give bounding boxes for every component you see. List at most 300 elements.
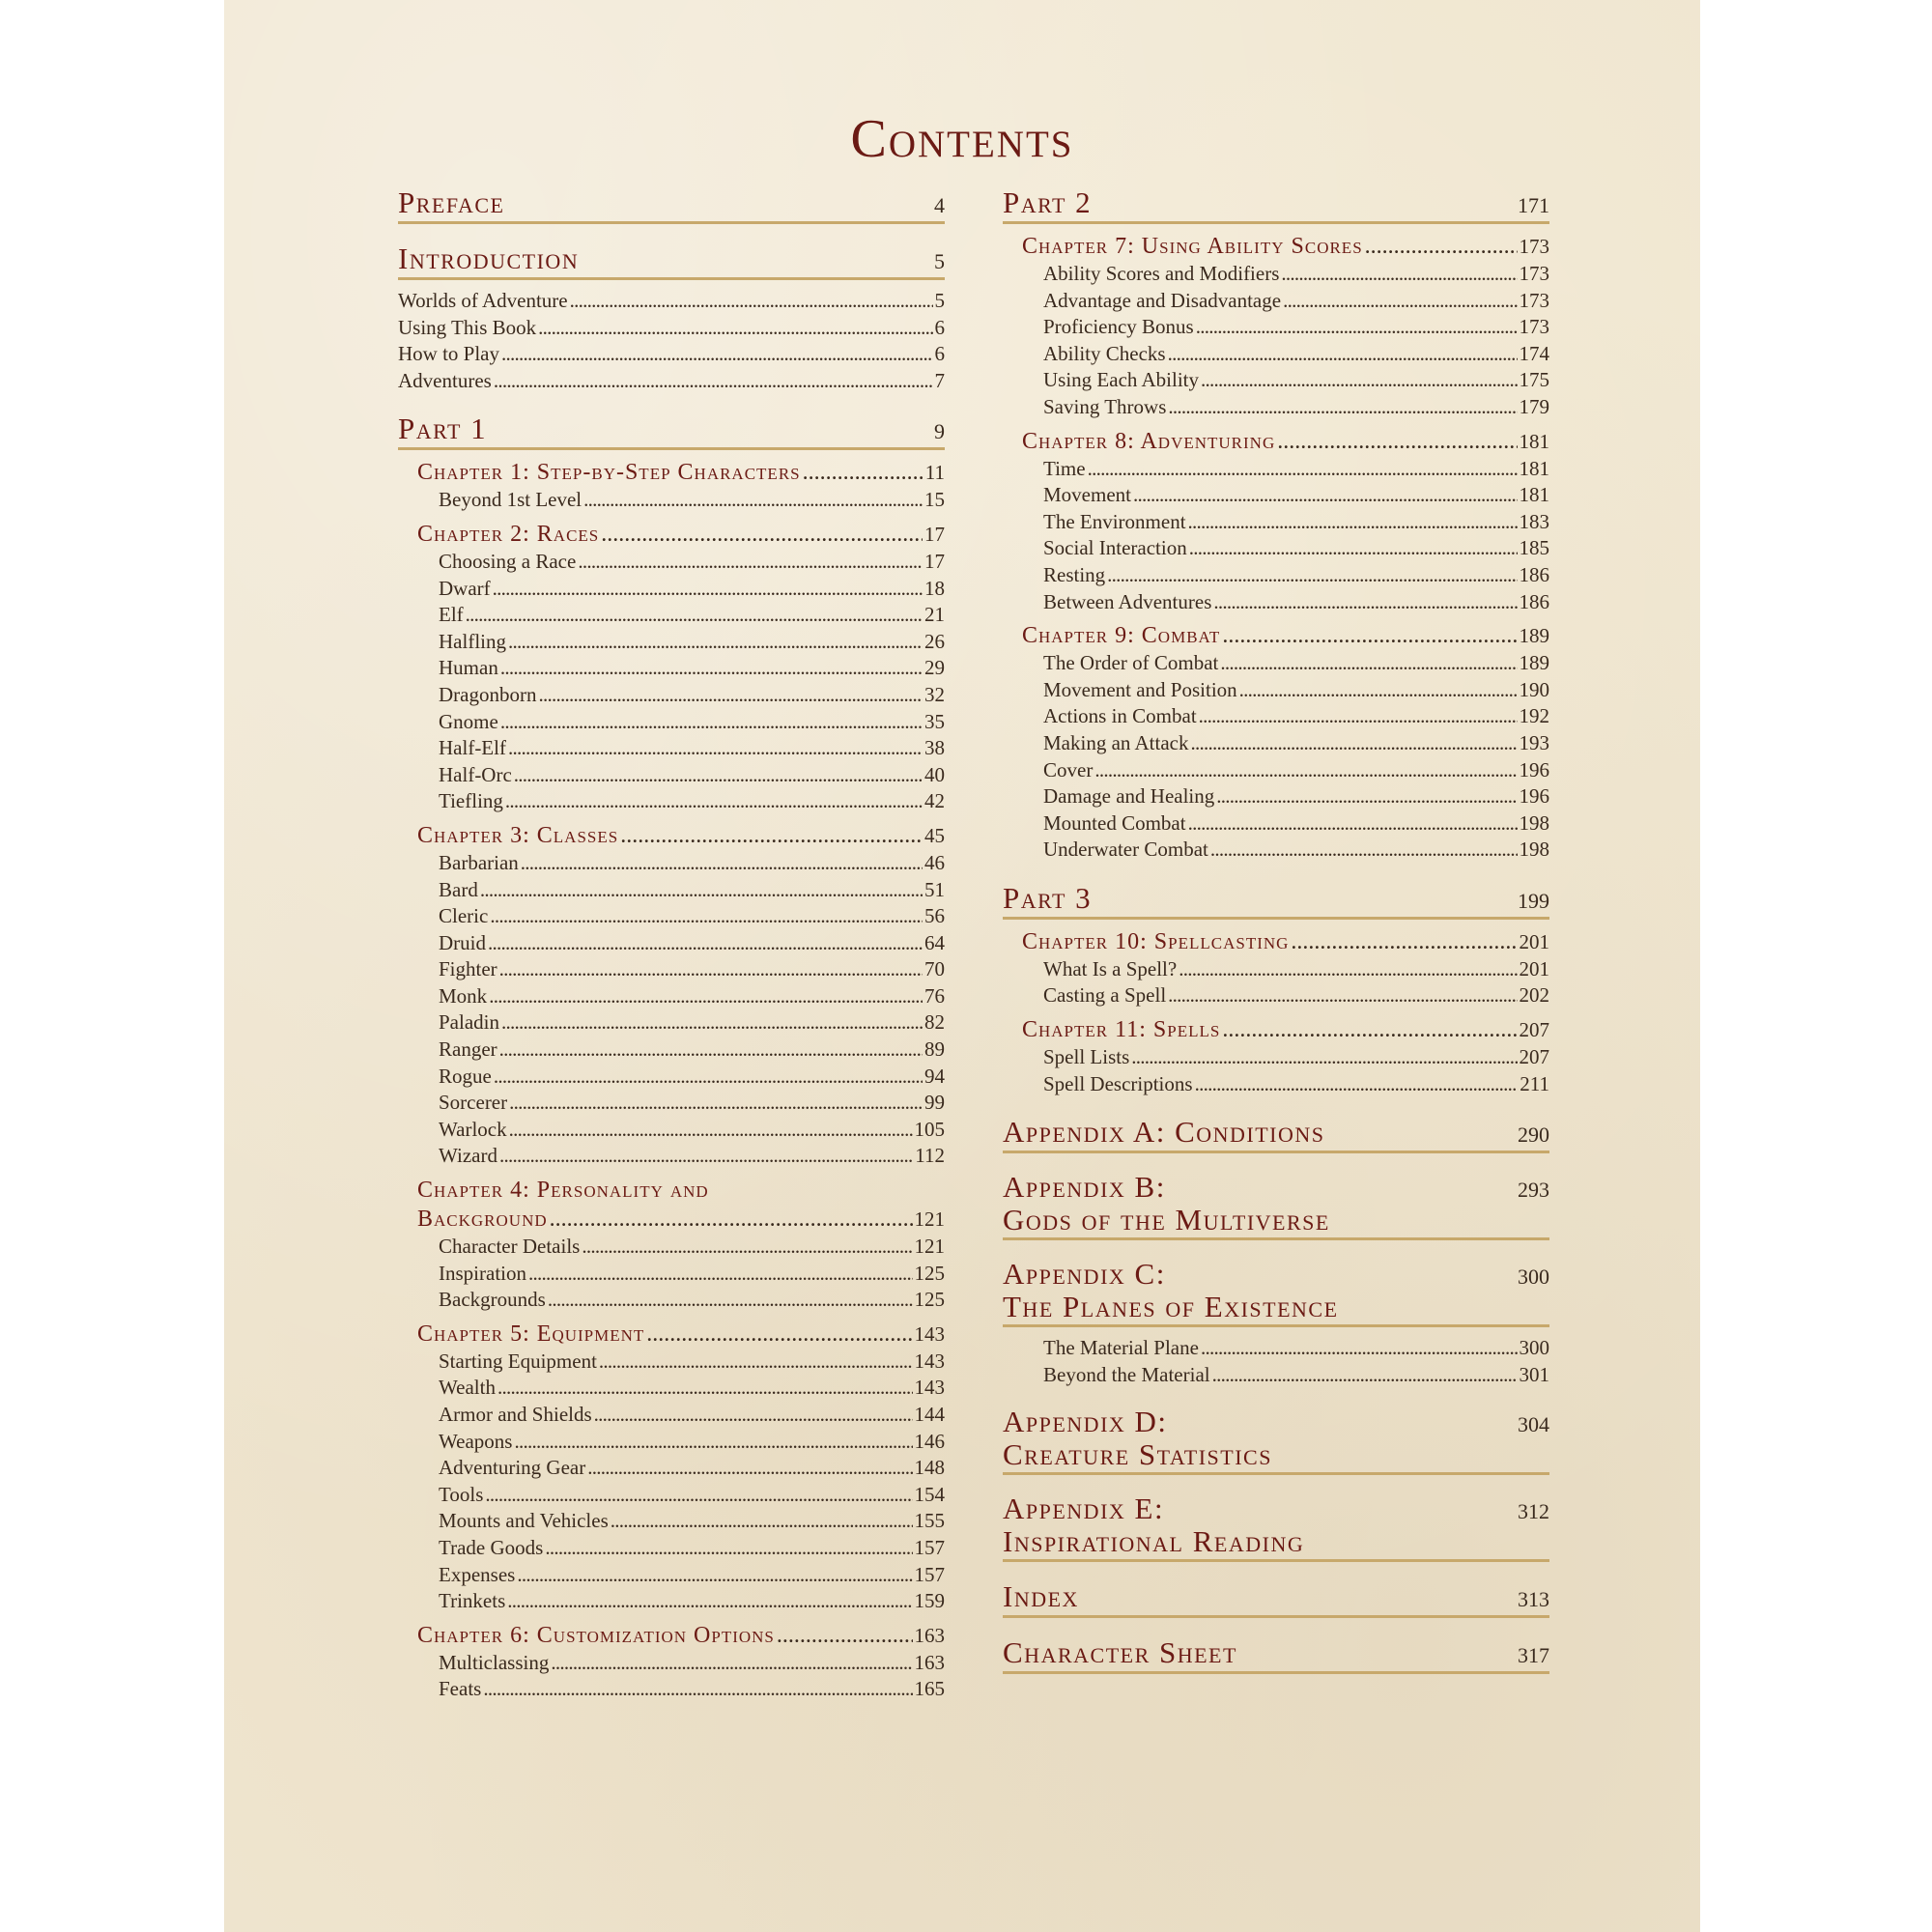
toc-entry[interactable] xyxy=(439,1535,945,1562)
toc-entry-label: The Environment xyxy=(1043,509,1186,533)
dot-leader xyxy=(548,1287,913,1314)
toc-entry-label: Damage and Healing xyxy=(1043,784,1215,809)
toc-appendix-e[interactable] xyxy=(1003,1492,1549,1562)
toc-chapter-3[interactable] xyxy=(417,821,945,850)
toc-entry[interactable] xyxy=(439,1287,945,1314)
toc-entry[interactable] xyxy=(1043,589,1549,616)
toc-chapter-8[interactable] xyxy=(1022,427,1549,456)
toc-entry[interactable] xyxy=(439,1009,945,1037)
dot-leader xyxy=(483,1676,912,1703)
dot-leader xyxy=(1168,394,1517,421)
toc-entry[interactable] xyxy=(439,1261,945,1288)
dot-leader xyxy=(538,315,932,342)
toc-entry-page: 179 xyxy=(1519,394,1549,418)
dot-leader xyxy=(545,1535,912,1562)
toc-entry[interactable] xyxy=(1043,341,1549,368)
toc-chapter-page: 11 xyxy=(924,461,945,485)
toc-entry[interactable] xyxy=(1043,783,1549,810)
toc-chapter-11[interactable] xyxy=(1022,1015,1549,1044)
dot-leader xyxy=(509,1090,923,1117)
toc-chapter-9[interactable] xyxy=(1022,621,1549,650)
toc-entry-label: Half-Elf xyxy=(439,736,506,760)
toc-entry-label: Rogue xyxy=(439,1064,492,1088)
dot-leader xyxy=(1220,650,1517,677)
toc-entry[interactable] xyxy=(439,1455,945,1482)
dot-leader xyxy=(620,821,923,850)
toc-entry-page: 40 xyxy=(924,762,945,786)
toc-entry[interactable] xyxy=(439,1562,945,1589)
toc-entry-label: Trinkets xyxy=(439,1589,506,1613)
toc-entry[interactable] xyxy=(439,549,945,576)
dot-leader xyxy=(611,1508,913,1535)
dot-leader xyxy=(1168,341,1518,368)
toc-appendix-b[interactable] xyxy=(1003,1171,1549,1240)
toc-preface[interactable] xyxy=(398,185,945,224)
toc-right-column xyxy=(1003,185,1549,1682)
dot-leader xyxy=(499,956,923,983)
dot-leader xyxy=(1107,562,1517,589)
toc-entry-page: 125 xyxy=(914,1261,945,1285)
toc-index-page: 313 xyxy=(1518,1587,1549,1612)
toc-entry-page: 192 xyxy=(1519,704,1549,728)
toc-chapter-label: Chapter 8: Adventuring xyxy=(1022,428,1276,454)
toc-entry[interactable] xyxy=(439,629,945,656)
toc-entry-label: Tools xyxy=(439,1482,484,1506)
dot-leader xyxy=(1094,757,1517,784)
dot-leader xyxy=(551,1650,912,1677)
toc-entry-label: Character Details xyxy=(439,1235,581,1259)
dot-leader xyxy=(1222,1015,1517,1044)
toc-entry-label: Bard xyxy=(439,877,478,901)
toc-entry-page: 5 xyxy=(934,289,945,312)
toc-entry[interactable] xyxy=(439,576,945,603)
toc-entry-page: 70 xyxy=(924,957,945,981)
toc-entry[interactable] xyxy=(439,1482,945,1509)
toc-entry-label: Trade Goods xyxy=(439,1535,544,1559)
toc-entry-label: Fighter xyxy=(439,957,497,981)
toc-entry[interactable] xyxy=(1043,367,1549,394)
dot-leader xyxy=(1201,1335,1518,1362)
toc-entry[interactable] xyxy=(1043,730,1549,757)
dot-leader xyxy=(599,1349,913,1376)
dot-leader xyxy=(501,341,933,368)
toc-entry-page: 196 xyxy=(1519,757,1549,781)
dot-leader xyxy=(489,983,923,1010)
toc-chapter-page: 207 xyxy=(1519,1018,1549,1042)
dot-leader xyxy=(508,735,923,762)
toc-entry[interactable] xyxy=(1043,261,1549,288)
toc-chapter-7[interactable] xyxy=(1022,232,1549,261)
toc-entry-label: Tiefling xyxy=(439,789,503,813)
toc-entry-page: 17 xyxy=(924,549,945,573)
toc-entry[interactable] xyxy=(439,655,945,682)
dot-leader xyxy=(777,1621,913,1650)
toc-chapter-2[interactable] xyxy=(417,520,945,549)
toc-entry-page: 38 xyxy=(924,736,945,760)
toc-part-3-page: 199 xyxy=(1518,888,1549,913)
toc-entry-page: 94 xyxy=(924,1064,945,1088)
toc-chapter-label: Background xyxy=(417,1207,548,1233)
toc-introduction-label: Introduction xyxy=(398,242,580,275)
toc-entry-page: 35 xyxy=(924,709,945,733)
toc-chapter-page: 189 xyxy=(1519,624,1549,648)
toc-entry-page: 207 xyxy=(1519,1045,1549,1069)
dot-leader xyxy=(500,655,923,682)
toc-character-sheet[interactable] xyxy=(1003,1635,1549,1674)
toc-appendix-d-line1: Appendix D: xyxy=(1003,1405,1168,1439)
toc-entry-page: 21 xyxy=(924,603,945,627)
toc-entry[interactable] xyxy=(439,1588,945,1615)
toc-entry-label: Making an Attack xyxy=(1043,730,1189,754)
toc-left-column xyxy=(398,185,945,1709)
dot-leader xyxy=(514,762,923,789)
toc-appendix-c-line1: Appendix C: xyxy=(1003,1257,1166,1292)
toc-entry[interactable] xyxy=(1043,650,1549,677)
toc-entry-label: Underwater Combat xyxy=(1043,838,1208,862)
toc-part-2[interactable] xyxy=(1003,185,1549,224)
toc-entry[interactable] xyxy=(439,1349,945,1376)
toc-entry[interactable] xyxy=(439,735,945,762)
toc-entry-label: Multiclassing xyxy=(439,1650,550,1674)
toc-entry[interactable] xyxy=(398,288,945,315)
toc-chapter-1[interactable] xyxy=(417,458,945,487)
toc-part-3[interactable] xyxy=(1003,881,1549,920)
toc-entry[interactable] xyxy=(439,1429,945,1456)
toc-preface-page: 4 xyxy=(934,193,945,217)
dot-leader xyxy=(528,1261,913,1288)
toc-part-1[interactable] xyxy=(398,412,945,450)
toc-chapter-page: 143 xyxy=(914,1321,945,1346)
toc-entry-label: Halfling xyxy=(439,629,506,653)
toc-entry[interactable] xyxy=(439,877,945,904)
toc-entry-label: Backgrounds xyxy=(439,1288,546,1312)
toc-entry-label: Barbarian xyxy=(439,850,519,874)
toc-entry-label: Wealth xyxy=(439,1376,496,1400)
toc-chapter-1-group xyxy=(398,458,945,514)
toc-chapter-label: Chapter 3: Classes xyxy=(417,822,619,848)
toc-entry[interactable] xyxy=(439,788,945,815)
toc-entry-label: Mounts and Vehicles xyxy=(439,1509,609,1533)
dot-leader xyxy=(480,877,923,904)
dot-leader xyxy=(1210,837,1518,864)
toc-entry[interactable] xyxy=(1043,394,1549,421)
toc-entry-label: Ability Checks xyxy=(1043,341,1166,365)
toc-entry-label: Saving Throws xyxy=(1043,394,1167,418)
dot-leader xyxy=(1216,783,1517,810)
toc-entry[interactable] xyxy=(1043,482,1549,509)
toc-appendix-d[interactable] xyxy=(1003,1406,1549,1475)
toc-entry-page: 99 xyxy=(924,1091,945,1115)
toc-chapter-label: Chapter 9: Combat xyxy=(1022,623,1221,649)
toc-entry-page: 165 xyxy=(914,1677,945,1701)
toc-appendix-c-label xyxy=(1003,1258,1339,1323)
toc-chapter-page: 201 xyxy=(1519,929,1549,953)
toc-entry-page: 155 xyxy=(914,1509,945,1533)
toc-appendix-c-entries xyxy=(1003,1335,1549,1388)
toc-appendix-a-label: Appendix A: Conditions xyxy=(1003,1115,1325,1150)
dot-leader xyxy=(521,850,923,877)
dot-leader xyxy=(1222,621,1517,650)
toc-entry-label: Inspiration xyxy=(439,1261,526,1285)
dot-leader xyxy=(488,930,923,957)
toc-entry-label: Time xyxy=(1043,456,1086,480)
toc-entry-label: Resting xyxy=(1043,562,1106,586)
toc-entry[interactable] xyxy=(439,903,945,930)
dot-leader xyxy=(1190,730,1517,757)
toc-appendix-d-page: 304 xyxy=(1518,1412,1549,1437)
dot-leader xyxy=(509,1117,913,1144)
toc-entry-label: Dwarf xyxy=(439,576,491,600)
dot-leader xyxy=(1239,677,1518,704)
toc-entry-page: 198 xyxy=(1519,838,1549,862)
toc-chapter-4-line1[interactable] xyxy=(417,1176,945,1205)
toc-chapter-label: Chapter 5: Equipment xyxy=(417,1321,645,1347)
toc-entry[interactable] xyxy=(439,709,945,736)
toc-entry-label: Proficiency Bonus xyxy=(1043,315,1194,339)
toc-entry-page: 196 xyxy=(1519,784,1549,809)
toc-entry-label: Half-Orc xyxy=(439,762,512,786)
toc-appendix-d-line2: Creature Statistics xyxy=(1003,1437,1272,1472)
toc-entry-label: Cleric xyxy=(439,904,489,928)
toc-entry-page: 300 xyxy=(1519,1336,1549,1360)
dot-leader xyxy=(1283,288,1517,315)
toc-chapter-4[interactable] xyxy=(417,1205,945,1234)
toc-entry-page: 46 xyxy=(924,850,945,874)
toc-entry-page: 183 xyxy=(1519,509,1549,533)
toc-entry[interactable] xyxy=(439,487,945,514)
dot-leader xyxy=(501,1009,923,1037)
toc-chapter-5-group xyxy=(398,1320,945,1615)
toc-entry-page: 125 xyxy=(914,1288,945,1312)
toc-entry-page: 143 xyxy=(914,1349,945,1373)
toc-entry-page: 173 xyxy=(1519,315,1549,339)
toc-entry[interactable] xyxy=(1043,562,1549,589)
toc-entry-page: 121 xyxy=(914,1235,945,1259)
toc-entry-page: 163 xyxy=(914,1650,945,1674)
toc-chapter-label: Chapter 10: Spellcasting xyxy=(1022,928,1290,954)
toc-chapter-page: 163 xyxy=(914,1623,945,1647)
toc-entry-page: 6 xyxy=(934,315,945,339)
toc-entry[interactable] xyxy=(439,930,945,957)
dot-leader xyxy=(1213,589,1517,616)
toc-entry-label: Beyond the Material xyxy=(1043,1362,1210,1386)
dot-leader xyxy=(646,1320,912,1349)
dot-leader xyxy=(1291,927,1517,956)
dot-leader xyxy=(500,709,923,736)
toc-entry[interactable] xyxy=(1043,1335,1549,1362)
toc-chapter-5[interactable] xyxy=(417,1320,945,1349)
page-title: Contents xyxy=(850,109,1074,169)
toc-entry[interactable] xyxy=(398,368,945,395)
toc-part-1-page: 9 xyxy=(934,419,945,444)
dot-leader xyxy=(601,520,923,549)
toc-entry[interactable] xyxy=(439,1234,945,1261)
toc-entry[interactable] xyxy=(1043,837,1549,864)
dot-leader xyxy=(1168,982,1517,1009)
toc-entry-page: 173 xyxy=(1519,288,1549,312)
toc-part-3-label: Part 3 xyxy=(1003,880,1093,915)
toc-chapter-10-group xyxy=(1003,927,1549,1009)
dot-leader xyxy=(1212,1362,1518,1389)
dot-leader xyxy=(594,1402,913,1429)
dot-leader xyxy=(1281,261,1517,288)
toc-entry[interactable] xyxy=(439,762,945,789)
dot-leader xyxy=(494,1064,923,1091)
toc-entry[interactable] xyxy=(439,850,945,877)
toc-entry[interactable] xyxy=(439,956,945,983)
toc-entry[interactable] xyxy=(439,1064,945,1091)
toc-chapter-page: 17 xyxy=(924,522,945,546)
toc-appendix-d-label xyxy=(1003,1406,1272,1471)
toc-entry[interactable] xyxy=(1043,677,1549,704)
toc-entry[interactable] xyxy=(1043,1071,1549,1098)
toc-entry-label: Social Interaction xyxy=(1043,536,1187,560)
dot-leader xyxy=(1131,1044,1517,1071)
toc-entry[interactable] xyxy=(1043,703,1549,730)
toc-entry-label: Cover xyxy=(1043,757,1094,781)
toc-entry-label: Spell Descriptions xyxy=(1043,1071,1193,1095)
toc-appendix-b-line2: Gods of the Multiverse xyxy=(1003,1203,1330,1237)
toc-entry[interactable] xyxy=(439,1375,945,1402)
toc-entry-page: 146 xyxy=(914,1429,945,1453)
toc-entry[interactable] xyxy=(1043,456,1549,483)
toc-introduction[interactable] xyxy=(398,242,945,280)
toc-appendix-b-label xyxy=(1003,1171,1330,1236)
toc-chapter-page: 45 xyxy=(924,823,945,847)
toc-part-1-label: Part 1 xyxy=(398,412,488,446)
toc-entry-page: 6 xyxy=(934,342,945,366)
toc-entry-page: 18 xyxy=(924,576,945,600)
toc-introduction-entries xyxy=(398,288,945,394)
toc-chapter-8-group xyxy=(1003,427,1549,616)
toc-entry[interactable] xyxy=(439,1508,945,1535)
toc-entry-label: Expenses xyxy=(439,1562,516,1586)
toc-entry[interactable] xyxy=(1043,509,1549,536)
toc-entry[interactable] xyxy=(398,341,945,368)
toc-entry-label: Movement xyxy=(1043,483,1131,507)
toc-appendix-e-page: 312 xyxy=(1518,1499,1549,1524)
toc-entry-page: 157 xyxy=(914,1535,945,1559)
dot-leader xyxy=(803,458,923,487)
toc-appendix-e-line2: Inspirational Reading xyxy=(1003,1524,1305,1559)
toc-entry[interactable] xyxy=(439,1037,945,1064)
toc-entry-page: 181 xyxy=(1519,456,1549,480)
toc-entry[interactable] xyxy=(1043,1044,1549,1071)
toc-entry[interactable] xyxy=(439,682,945,709)
toc-entry[interactable] xyxy=(1043,535,1549,562)
toc-entry-label: Druid xyxy=(439,930,486,954)
toc-chapter-7-group xyxy=(1003,232,1549,421)
toc-entry-page: 82 xyxy=(924,1010,945,1035)
dot-leader xyxy=(1196,314,1518,341)
toc-appendix-c-line2: The Planes of Existence xyxy=(1003,1290,1339,1324)
toc-entry-page: 181 xyxy=(1519,483,1549,507)
toc-entry[interactable] xyxy=(398,315,945,342)
toc-entry-label: Dragonborn xyxy=(439,682,537,706)
toc-entry-page: 7 xyxy=(934,368,945,392)
toc-entry-page: 144 xyxy=(914,1403,945,1426)
toc-entry[interactable] xyxy=(439,1143,945,1170)
toc-entry-label: Paladin xyxy=(439,1010,499,1035)
toc-index[interactable] xyxy=(1003,1579,1549,1618)
toc-entry[interactable] xyxy=(439,1650,945,1677)
toc-appendix-c[interactable] xyxy=(1003,1258,1549,1327)
toc-entry[interactable] xyxy=(439,983,945,1010)
dot-leader xyxy=(466,602,923,629)
dot-leader xyxy=(499,1143,913,1170)
toc-chapter-label: Chapter 1: Step-by-Step Characters xyxy=(417,460,801,486)
toc-entry-label: Armor and Shields xyxy=(439,1403,592,1426)
toc-entry[interactable] xyxy=(1043,314,1549,341)
dot-leader xyxy=(587,1455,912,1482)
dot-leader xyxy=(499,1037,923,1064)
dot-leader xyxy=(582,1234,912,1261)
toc-part-2-label: Part 2 xyxy=(1003,185,1093,219)
toc-entry[interactable] xyxy=(1043,810,1549,838)
toc-entry-page: 175 xyxy=(1519,368,1549,392)
toc-chapter-2-group xyxy=(398,520,945,815)
toc-entry-label: Casting a Spell xyxy=(1043,983,1167,1008)
toc-entry-page: 186 xyxy=(1519,562,1549,586)
toc-entry-label: Advantage and Disadvantage xyxy=(1043,288,1282,312)
dot-leader xyxy=(538,682,923,709)
toc-entry[interactable] xyxy=(1043,1362,1549,1389)
toc-entry-label: Gnome xyxy=(439,709,498,733)
dot-leader xyxy=(1201,367,1518,394)
toc-chapter-label: Chapter 7: Using Ability Scores xyxy=(1022,234,1363,259)
toc-entry[interactable] xyxy=(439,1090,945,1117)
dot-leader xyxy=(1133,482,1518,509)
dot-leader xyxy=(583,487,923,514)
toc-entry-label: Ranger xyxy=(439,1037,497,1062)
toc-entry-page: 202 xyxy=(1519,983,1549,1008)
toc-entry-page: 51 xyxy=(924,877,945,901)
dot-leader xyxy=(1195,1071,1519,1098)
toc-appendix-c-page: 300 xyxy=(1518,1264,1549,1290)
toc-appendix-a[interactable] xyxy=(1003,1115,1549,1153)
dot-leader xyxy=(1277,427,1517,456)
toc-chapter-10[interactable] xyxy=(1022,927,1549,956)
dot-leader xyxy=(1365,232,1518,261)
toc-entry[interactable] xyxy=(1043,982,1549,1009)
toc-entry-page: 64 xyxy=(924,930,945,954)
toc-entry[interactable] xyxy=(439,1676,945,1703)
toc-entry-page: 189 xyxy=(1519,651,1549,675)
toc-appendix-e-line1: Appendix E: xyxy=(1003,1492,1165,1526)
toc-entry[interactable] xyxy=(439,602,945,629)
toc-entry[interactable] xyxy=(1043,956,1549,983)
toc-entry-page: 32 xyxy=(924,682,945,706)
toc-character-sheet-page: 317 xyxy=(1518,1643,1549,1668)
toc-entry-page: 301 xyxy=(1519,1362,1549,1386)
dot-leader xyxy=(514,1429,912,1456)
toc-entry-label: Warlock xyxy=(439,1117,507,1141)
toc-entry-page: 157 xyxy=(914,1562,945,1586)
toc-chapter-6-group xyxy=(398,1621,945,1703)
toc-entry[interactable] xyxy=(439,1117,945,1144)
dot-leader xyxy=(505,788,923,815)
toc-entry-page: 56 xyxy=(924,904,945,928)
toc-entry[interactable] xyxy=(1043,757,1549,784)
toc-entry-label: Human xyxy=(439,656,498,680)
dot-leader xyxy=(485,1482,912,1509)
toc-chapter-6[interactable] xyxy=(417,1621,945,1650)
toc-entry[interactable] xyxy=(1043,288,1549,315)
toc-entry[interactable] xyxy=(439,1402,945,1429)
toc-chapter-3-group xyxy=(398,821,945,1170)
toc-entry-label: Actions in Combat xyxy=(1043,704,1197,728)
toc-entry-page: 154 xyxy=(914,1482,945,1506)
